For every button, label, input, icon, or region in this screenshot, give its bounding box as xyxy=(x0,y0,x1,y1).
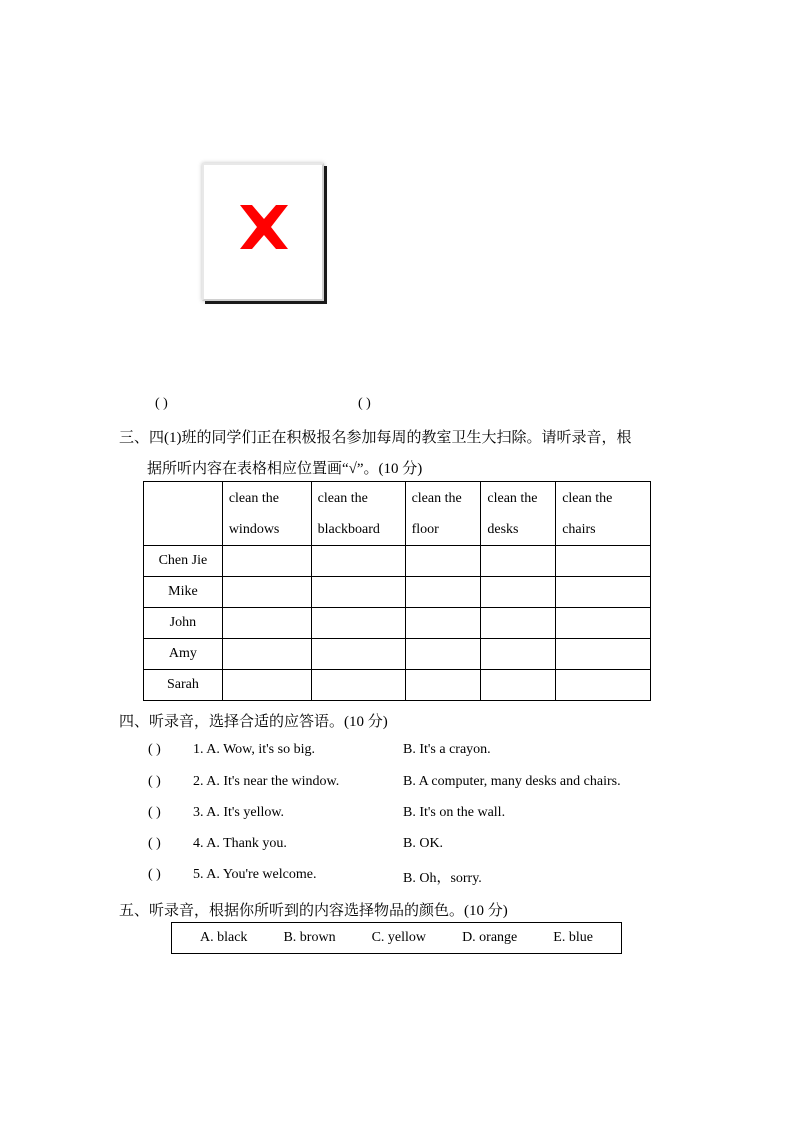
check-cell[interactable] xyxy=(556,546,651,577)
broken-image-placeholder xyxy=(202,163,324,301)
color-option-blue: E. blue xyxy=(553,930,593,945)
table-row xyxy=(144,577,651,608)
check-cell[interactable] xyxy=(222,639,311,670)
column-header: clean the chairs xyxy=(556,482,651,546)
option-b: B. It's a crayon. xyxy=(403,742,491,757)
table-row xyxy=(144,608,651,639)
table-row xyxy=(144,546,651,577)
image-answer-blank-2[interactable]: ( ) xyxy=(358,396,371,411)
color-options-box xyxy=(171,922,622,954)
check-cell[interactable] xyxy=(222,670,311,701)
option-b: B. Oh，sorry. xyxy=(403,871,482,886)
check-cell[interactable] xyxy=(405,670,481,701)
section3-title-line2: 据所听内容在表格相应位置画“√”。(10 分) xyxy=(147,461,423,477)
color-option-orange: D. orange xyxy=(462,930,518,945)
check-cell[interactable] xyxy=(405,577,481,608)
column-header: clean the floor xyxy=(405,482,481,546)
color-option-black: A. black xyxy=(200,930,248,945)
option-a: 4. A. Thank you. xyxy=(193,836,287,851)
student-name: Sarah xyxy=(144,670,223,701)
check-cell[interactable] xyxy=(222,577,311,608)
cleaning-signup-table xyxy=(143,481,651,701)
column-header: clean the blackboard xyxy=(311,482,405,546)
option-a: 2. A. It's near the window. xyxy=(193,774,340,789)
check-cell[interactable] xyxy=(311,608,405,639)
answer-blank[interactable]: ( ) xyxy=(148,805,161,820)
red-x-icon xyxy=(234,201,294,253)
column-header: clean the windows xyxy=(222,482,311,546)
color-option-brown: B. brown xyxy=(283,930,336,945)
check-cell[interactable] xyxy=(222,546,311,577)
student-name: Amy xyxy=(144,639,223,670)
check-cell[interactable] xyxy=(556,608,651,639)
check-cell[interactable] xyxy=(556,639,651,670)
option-b: B. A computer, many desks and chairs. xyxy=(403,774,621,789)
image-answer-blank-1[interactable]: ( ) xyxy=(155,396,168,411)
option-b: B. OK. xyxy=(403,836,444,851)
option-a: 1. A. Wow, it's so big. xyxy=(193,742,315,757)
table-row xyxy=(144,639,651,670)
section5-title: 五、听录音，根据你所听到的内容选择物品的颜色。(10 分) xyxy=(119,903,508,919)
table-row xyxy=(144,670,651,701)
student-name: Chen Jie xyxy=(144,546,223,577)
check-cell[interactable] xyxy=(481,546,556,577)
student-name: Mike xyxy=(144,577,223,608)
check-cell[interactable] xyxy=(311,639,405,670)
check-cell[interactable] xyxy=(481,639,556,670)
student-name: John xyxy=(144,608,223,639)
option-a: 5. A. You're welcome. xyxy=(193,867,317,882)
check-cell[interactable] xyxy=(311,577,405,608)
option-a: 3. A. It's yellow. xyxy=(193,805,285,820)
table-corner-cell xyxy=(144,482,223,546)
check-cell[interactable] xyxy=(405,546,481,577)
column-header: clean the desks xyxy=(481,482,556,546)
answer-blank[interactable]: ( ) xyxy=(148,742,161,757)
answer-blank[interactable]: ( ) xyxy=(148,774,161,789)
check-cell[interactable] xyxy=(556,670,651,701)
check-cell[interactable] xyxy=(481,608,556,639)
answer-blank[interactable]: ( ) xyxy=(148,836,161,851)
check-cell[interactable] xyxy=(222,608,311,639)
check-cell[interactable] xyxy=(481,577,556,608)
answer-blank[interactable]: ( ) xyxy=(148,867,161,882)
check-cell[interactable] xyxy=(405,608,481,639)
section4-title: 四、听录音，选择合适的应答语。(10 分) xyxy=(119,714,388,730)
check-cell[interactable] xyxy=(481,670,556,701)
option-b: B. It's on the wall. xyxy=(403,805,506,820)
color-option-yellow: C. yellow xyxy=(371,930,427,945)
check-cell[interactable] xyxy=(311,546,405,577)
check-cell[interactable] xyxy=(405,639,481,670)
table-header-row xyxy=(144,482,651,546)
check-cell[interactable] xyxy=(311,670,405,701)
check-cell[interactable] xyxy=(556,577,651,608)
section3-title-line1: 三、四(1)班的同学们正在积极报名参加每周的教室卫生大扫除。请听录音，根 xyxy=(119,430,632,446)
